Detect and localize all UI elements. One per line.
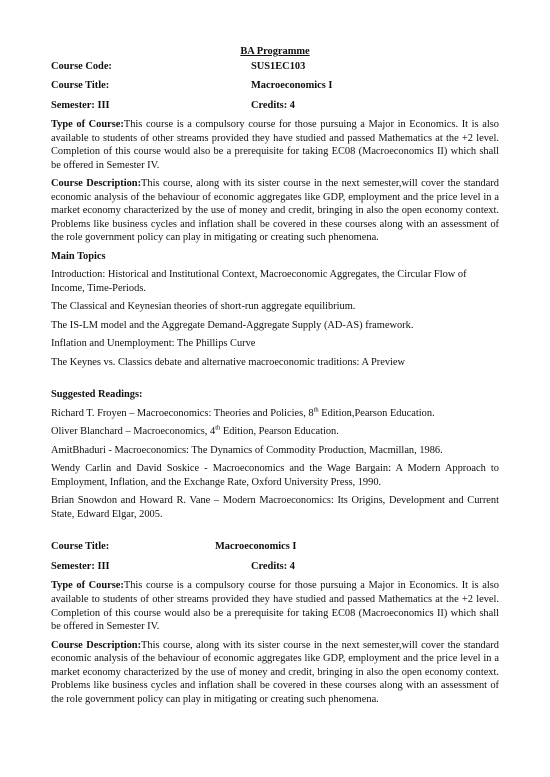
course2-course-description-paragraph: [51, 639, 499, 707]
reading-text: Oliver Blanchard – Macroeconomics, 4: [51, 426, 216, 438]
course2-semester-credits-row: [51, 560, 499, 574]
reading-item: [51, 425, 499, 439]
topic-item: The IS-LM model and the Aggregate Demand-Aggregate Supply (AD-AS) framework.: [51, 319, 414, 331]
topic-item: The Keynes vs. Classics debate and alternative macroeconomic traditions: A Preview: [51, 356, 406, 368]
course-title-value: Macroeconomics I: [251, 80, 333, 92]
suggested-readings-heading: Suggested Readings:: [51, 389, 143, 401]
course-code-value: SUS1EC103: [251, 60, 306, 72]
topic-item: Introduction: Historical and Institutional Context, Macroeconomic Aggregates, the Circular Flow of Income, Time-Periods.: [51, 269, 467, 294]
course2-title-label: Course Title:: [51, 541, 110, 553]
ordinal-superscript: th: [215, 424, 221, 432]
reading-item: [51, 407, 499, 421]
ordinal-superscript: th: [313, 406, 319, 414]
reading-text: Richard T. Froyen – Macroeconomics: Theories and Policies, 8: [51, 407, 314, 419]
type-of-course-paragraph: [51, 118, 499, 172]
course2-type-of-course-paragraph: [51, 579, 499, 633]
type-of-course-text: This course is a compulsory course for those pursuing a Major in Economics. It is also available to students of other streams provided they have studied and passed Mathematics at the +2 level. Completion of this course would also be a prerequisite for taking EC08 (Macroeconomics II) which shall be offered in Semester IV.: [51, 119, 499, 171]
course2-type-of-course-label: Type of Course:: [51, 580, 124, 592]
topic-item: The Classical and Keynesian theories of short-run aggregate equilibrium.: [51, 301, 356, 313]
type-of-course-label: Type of Course:: [51, 119, 124, 131]
course-description-text: This course, along with its sister course in the next semester,will cover the standard economic analysis of the behaviour of economic aggregates like GDP, employment and the price level in a market economy characterized by the use of money and credit, bringing in also the open economy context. Problems like business cycles and inflation shall be covered in these courses along with an assessment of the role government policy can play in mitigating or creating such phenomena.: [51, 178, 499, 244]
reading-item: Brian Snowdon and Howard R. Vane – Modern Macroeconomics: Its Origins, Development and Current State, Edward Elgar, 2005.: [51, 495, 499, 520]
course2-credits-label: Credits: 4: [251, 560, 295, 572]
reading-item: Wendy Carlin and David Soskice - Macroeconomics and the Wage Bargain: A Modern Approach to Employment, Inflation, and the Exchange Rate, Oxford University Press, 1990.: [51, 463, 499, 488]
course-description-label: Course Description:: [51, 178, 142, 190]
reading-text: Edition,Pearson Education.: [318, 407, 435, 419]
course-code-row: [51, 60, 499, 74]
course2-type-of-course-text: This course is a compulsory course for those pursuing a Major in Economics. It is also available to students of other streams provided they have studied and passed Mathematics at the +2 level. Completion of this course would also be a prerequisite for taking EC08 (Macroeconomics II) which shall be offered in Semester IV.: [51, 580, 499, 633]
credits-label: Credits: 4: [251, 99, 295, 111]
section-spacer: [51, 526, 499, 540]
semester-label: Semester: III: [51, 99, 110, 111]
semester-credits-row: [51, 99, 499, 113]
course2-title-row: [51, 540, 499, 554]
course-title-label: Course Title:: [51, 80, 110, 92]
course-description-paragraph: [51, 177, 499, 245]
course2-title-value: Macroeconomics I: [215, 541, 297, 553]
section-spacer: [51, 374, 499, 388]
course2-semester-label: Semester: III: [51, 560, 110, 572]
readings-list: [51, 407, 499, 522]
course2-course-description-label: Course Description:: [51, 639, 142, 651]
reading-text: Edition, Pearson Education.: [220, 426, 339, 438]
course2-course-description-text: This course, along with its sister course in the next semester,will cover the standard economic analysis of the behaviour of economic aggregates like GDP, employment and the price level in a market economy characterized by the use of money and credit, bringing in also the open economy context. Problems like business cycles and inflation shall be covered in these courses along with an assessment of the role government policy can play in mitigating or creating such phenomena.: [51, 639, 499, 705]
programme-title: BA Programme: [240, 46, 310, 57]
course-code-label: Course Code:: [51, 60, 112, 72]
course-title-row: [51, 79, 499, 93]
main-topics-heading: Main Topics: [51, 250, 106, 262]
reading-item: AmitBhaduri - Macroeconomics: The Dynamics of Commodity Production, Macmillan, 1986.: [51, 444, 443, 456]
main-topics-list: [51, 268, 499, 369]
topic-item: Inflation and Unemployment: The Phillips Curve: [51, 338, 256, 350]
